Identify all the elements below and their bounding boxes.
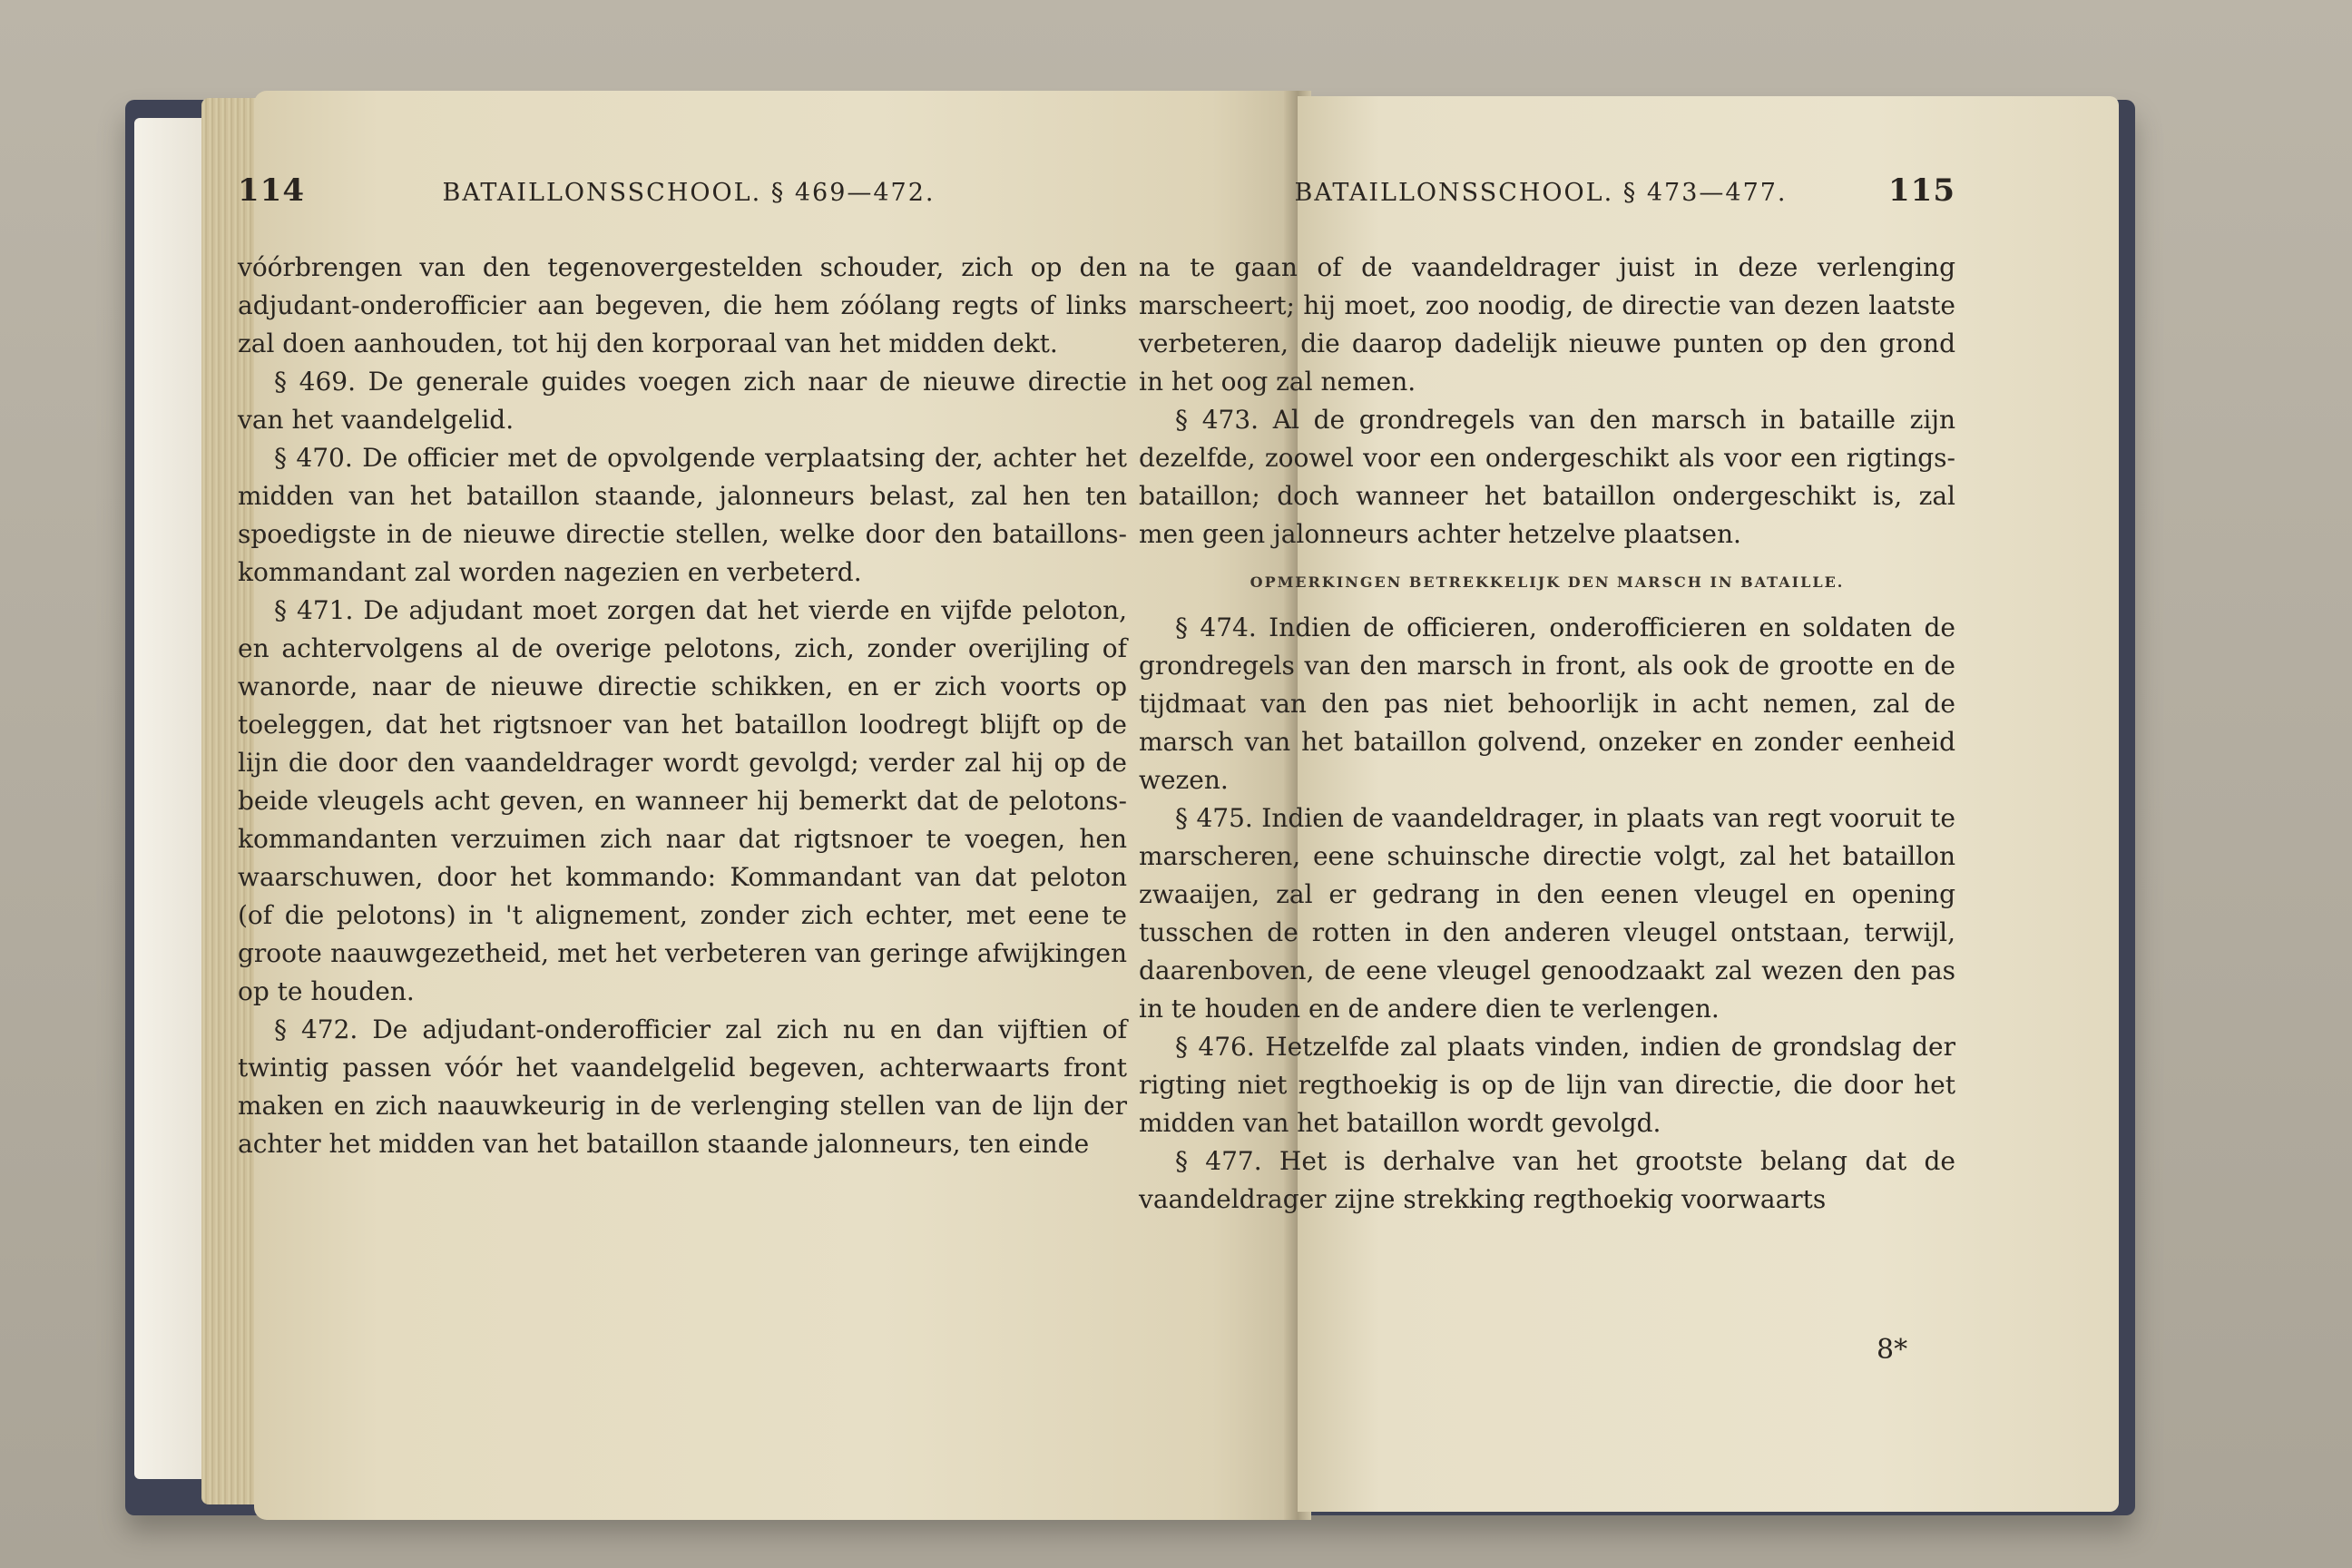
paragraph: § 471. De adjudant moet zorgen dat het vierde en vijfde peloton, en achtervolgens al de overige pelotons, zich, zonder overijling of wanorde, naar de nieuwe directie schikken, en er zich voorts op toeleggen, dat het rigtsnoer van het bataillon loodregt blijft op de lijn die door den vaandeldrager wordt gevolgd; verder zal hij op de beide vleugels acht geven, en wanneer hij bemerkt dat de pelotons-kommandanten verzuimen zich naar dat rigtsnoer te voegen, hen waarschuwen, door het kommando: Kommandant van dat peloton (of die pelotons) in 't alignement, zonder zich echter, met eene te groote naauwgezetheid, met het verbeteren van geringe afwijkingen op te houden. [238, 595, 1127, 1006]
section-heading: OPMERKINGEN BETREKKELIJK DEN MARSCH IN BATAILLE. [1250, 573, 1845, 591]
paragraph: § 472. De adjudant-onderofficier zal zich nu en dan vijftien of twintig passen vóór het vaandelgelid begeven, achterwaarts front maken en zich naauwkeurig in de verlenging stellen van de lijn der achter het midden van het bataillon staande jalonneurs, ten einde [238, 1014, 1127, 1159]
paragraph: § 477. Het is derhalve van het grootste belang dat de vaandeldrager zijne strekking regthoekig voorwaarts [1139, 1146, 1955, 1214]
paragraph: § 469. De generale guides voegen zich naar de nieuwe directie van het vaandelgelid. [238, 367, 1127, 435]
left-running-title: BATAILLONSSCHOOL. § 469—472. [442, 179, 936, 207]
left-page-number: 114 [238, 172, 305, 209]
right-page-content [1139, 172, 1955, 1219]
left-page-content [238, 172, 1127, 1163]
paragraph: § 476. Hetzelfde zal plaats vinden, indien de grondslag der rigting niet regthoekig is op de lijn van directie, die door het midden van het bataillon wordt gevolgd. [1139, 1032, 1955, 1138]
paragraph: § 475. Indien de vaandeldrager, in plaats van regt vooruit te marscheren, eene schuinsche directie volgt, zal het bataillon zwaaijen, zal er gedrang in den eenen vleugel en opening tusschen de rotten in den anderen vleugel ontstaan, terwijl, daarenboven, de eene vleugel genoodzaakt zal wezen den pas in te houden en de andere dien te verlengen. [1139, 803, 1955, 1024]
paragraph: § 470. De officier met de opvolgende verplaatsing der, achter het midden van het bataillon staande, jalonneurs belast, zal hen ten spoedigste in de nieuwe directie stellen, welke door den bataillons-kommandant zal worden nagezien en verbeterd. [238, 443, 1127, 587]
right-body-text [1139, 249, 1955, 1219]
right-running-title: BATAILLONSSCHOOL. § 473—477. [1294, 179, 1788, 207]
paragraph: § 473. Al de grondregels van den marsch in bataille zijn dezelfde, zoowel voor een ondergeschikt als voor een rigtings-bataillon; doch wanneer het bataillon ondergeschikt is, zal men geen jalonneurs achter hetzelve plaatsen. [1139, 405, 1955, 549]
paragraph: vóórbrengen van den tegenovergestelden schouder, zich op den adjudant-onderofficier aan begeven, die hem zóólang regts of links zal doen aanhouden, tot hij den korporaal van het midden dekt. [238, 252, 1127, 358]
left-running-head [238, 172, 1127, 209]
signature-mark: 8* [1877, 1334, 1908, 1366]
paragraph: § 474. Indien de officieren, onderofficieren en soldaten de grondregels van den marsch in front, als ook de grootte en de tijdmaat van den pas niet behoorlijk in acht nemen, zal de marsch van het bataillon golvend, onzeker en zonder eenheid wezen. [1139, 612, 1955, 795]
right-page-number: 115 [1888, 172, 1955, 209]
right-running-head [1139, 172, 1955, 209]
left-body-text [238, 249, 1127, 1163]
paragraph: na te gaan of de vaandeldrager juist in deze verlenging marscheert; hij moet, zoo noodig, de directie van dezen laatste verbeteren, die daarop dadelijk nieuwe punten op den grond in het oog zal nemen. [1139, 252, 1955, 397]
